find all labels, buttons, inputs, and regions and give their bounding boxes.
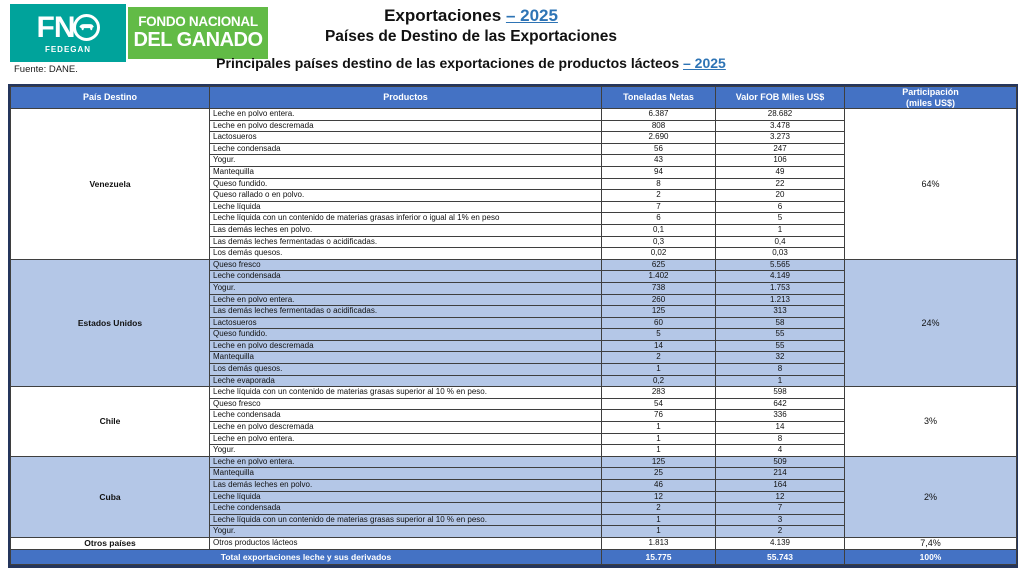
fob-cell: 106 <box>716 155 845 167</box>
header-pais-destino: País Destino <box>11 87 210 109</box>
product-cell: Lactosueros <box>210 317 602 329</box>
tons-cell: 7 <box>602 201 716 213</box>
product-cell: Leche en polvo descremada <box>210 422 602 434</box>
tons-cell: 125 <box>602 306 716 318</box>
fob-cell: 22 <box>716 178 845 190</box>
tons-cell: 1.813 <box>602 537 716 549</box>
fob-cell: 1.753 <box>716 282 845 294</box>
fob-cell: 3 <box>716 514 845 526</box>
product-cell: Otros productos lácteos <box>210 537 602 549</box>
tons-cell: 60 <box>602 317 716 329</box>
fob-cell: 5.565 <box>716 259 845 271</box>
tons-cell: 5 <box>602 329 716 341</box>
tons-cell: 1 <box>602 422 716 434</box>
tons-cell: 94 <box>602 166 716 178</box>
fng-letters: FN <box>36 10 75 44</box>
tons-cell: 283 <box>602 387 716 399</box>
header-row <box>11 87 1017 109</box>
tons-cell: 738 <box>602 282 716 294</box>
exports-table-body <box>11 109 1017 550</box>
fob-cell: 313 <box>716 306 845 318</box>
fedegan-label: FEDEGAN <box>44 44 92 54</box>
tons-cell: 1 <box>602 514 716 526</box>
table-row <box>11 109 1017 121</box>
product-cell: Leche líquida con un contenido de materias grasas superior al 10 % en peso. <box>210 514 602 526</box>
product-cell: Leche líquida <box>210 491 602 503</box>
fob-cell: 4.149 <box>716 271 845 283</box>
country-cell: Cuba <box>11 456 210 537</box>
fob-cell: 1 <box>716 375 845 387</box>
header-participacion-line2: (miles US$) <box>905 97 956 108</box>
product-cell: Queso fundido. <box>210 329 602 341</box>
header-valor-fob: Valor FOB Miles US$ <box>716 87 845 109</box>
tons-cell: 0,1 <box>602 224 716 236</box>
fob-cell: 4 <box>716 445 845 457</box>
tons-cell: 8 <box>602 178 716 190</box>
fob-cell: 7 <box>716 503 845 515</box>
fob-cell: 336 <box>716 410 845 422</box>
product-cell: Leche condensada <box>210 143 602 155</box>
fob-cell: 509 <box>716 456 845 468</box>
table-row <box>11 456 1017 468</box>
product-cell: Leche líquida con un contenido de materias grasas inferior o igual al 1% en peso <box>210 213 602 225</box>
tons-cell: 2 <box>602 190 716 202</box>
product-cell: Los demás quesos. <box>210 248 602 260</box>
table-row <box>11 387 1017 399</box>
fob-cell: 8 <box>716 433 845 445</box>
total-row <box>11 549 1017 564</box>
product-cell: Las demás leches en polvo. <box>210 480 602 492</box>
product-cell: Leche en polvo entera. <box>210 433 602 445</box>
tons-cell: 2.690 <box>602 132 716 144</box>
tons-cell: 625 <box>602 259 716 271</box>
participation-cell: 7,4% <box>845 537 1017 549</box>
tons-cell: 2 <box>602 352 716 364</box>
participation-cell: 3% <box>845 387 1017 457</box>
tons-cell: 6 <box>602 213 716 225</box>
exports-table <box>10 86 1017 565</box>
product-cell: Queso fresco <box>210 259 602 271</box>
product-cell: Leche evaporada <box>210 375 602 387</box>
fob-cell: 164 <box>716 480 845 492</box>
title-line3 <box>0 53 942 73</box>
tons-cell: 76 <box>602 410 716 422</box>
country-cell: Estados Unidos <box>11 259 210 387</box>
exports-table-wrap <box>8 84 1018 568</box>
product-cell: Mantequilla <box>210 166 602 178</box>
tons-cell: 54 <box>602 398 716 410</box>
country-cell: Chile <box>11 387 210 457</box>
fob-cell: 598 <box>716 387 845 399</box>
product-cell: Leche en polvo entera. <box>210 294 602 306</box>
tons-cell: 12 <box>602 491 716 503</box>
fob-cell: 49 <box>716 166 845 178</box>
fob-cell: 32 <box>716 352 845 364</box>
total-label: Total exportaciones leche y sus derivados <box>11 549 602 564</box>
product-cell: Leche en polvo descremada <box>210 340 602 352</box>
product-cell: Leche en polvo entera. <box>210 456 602 468</box>
fob-cell: 0,4 <box>716 236 845 248</box>
total-participation: 100% <box>845 549 1017 564</box>
tons-cell: 1 <box>602 364 716 376</box>
fob-cell: 28.682 <box>716 109 845 121</box>
participation-cell: 24% <box>845 259 1017 387</box>
fob-cell: 0,03 <box>716 248 845 260</box>
product-cell: Leche condensada <box>210 271 602 283</box>
tons-cell: 1 <box>602 445 716 457</box>
participation-cell: 2% <box>845 456 1017 537</box>
tons-cell: 6.387 <box>602 109 716 121</box>
tons-cell: 0,02 <box>602 248 716 260</box>
product-cell: Leche condensada <box>210 410 602 422</box>
country-cell: Venezuela <box>11 109 210 260</box>
fob-cell: 247 <box>716 143 845 155</box>
country-cell: Otros países <box>11 537 210 549</box>
tons-cell: 46 <box>602 480 716 492</box>
header-productos: Productos <box>210 87 602 109</box>
fob-cell: 8 <box>716 364 845 376</box>
tons-cell: 1.402 <box>602 271 716 283</box>
tons-cell: 56 <box>602 143 716 155</box>
product-cell: Queso rallado o en polvo. <box>210 190 602 202</box>
product-cell: Yogur. <box>210 282 602 294</box>
fob-cell: 2 <box>716 526 845 538</box>
title-line1-text: Exportaciones <box>384 6 506 25</box>
header-participacion-line1: Participación <box>902 87 959 98</box>
product-cell: Leche en polvo entera. <box>210 109 602 121</box>
tons-cell: 25 <box>602 468 716 480</box>
table-row <box>11 537 1017 549</box>
product-cell: Queso fundido. <box>210 178 602 190</box>
total-fob: 55.743 <box>716 549 845 564</box>
tons-cell: 1 <box>602 433 716 445</box>
product-cell: Leche condensada <box>210 503 602 515</box>
title-year-link-2[interactable]: – 2025 <box>683 55 726 71</box>
fob-cell: 6 <box>716 201 845 213</box>
product-cell: Queso fresco <box>210 398 602 410</box>
table-row <box>11 259 1017 271</box>
fondo-line2: DEL GANADO <box>133 28 263 51</box>
product-cell: Las demás leches fermentadas o acidificadas. <box>210 236 602 248</box>
product-cell: Mantequilla <box>210 468 602 480</box>
tons-cell: 260 <box>602 294 716 306</box>
tons-cell: 808 <box>602 120 716 132</box>
tons-cell: 14 <box>602 340 716 352</box>
product-cell: Yogur. <box>210 155 602 167</box>
tons-cell: 1 <box>602 526 716 538</box>
fob-cell: 214 <box>716 468 845 480</box>
product-cell: Las demás leches fermentadas o acidificadas. <box>210 306 602 318</box>
header-participacion <box>845 87 1017 109</box>
product-cell: Mantequilla <box>210 352 602 364</box>
source-note: Fuente: DANE. <box>14 64 78 75</box>
fob-cell: 14 <box>716 422 845 434</box>
tons-cell: 0,2 <box>602 375 716 387</box>
tons-cell: 0,3 <box>602 236 716 248</box>
product-cell: Lactosueros <box>210 132 602 144</box>
title-block <box>0 5 942 73</box>
fob-cell: 3.273 <box>716 132 845 144</box>
fob-cell: 55 <box>716 340 845 352</box>
fob-cell: 4.139 <box>716 537 845 549</box>
product-cell: Leche líquida <box>210 201 602 213</box>
product-cell: Yogur. <box>210 526 602 538</box>
product-cell: Yogur. <box>210 445 602 457</box>
fob-cell: 5 <box>716 213 845 225</box>
fob-cell: 1 <box>716 224 845 236</box>
participation-cell: 64% <box>845 109 1017 260</box>
fob-cell: 12 <box>716 491 845 503</box>
tons-cell: 2 <box>602 503 716 515</box>
title-line1 <box>0 5 942 26</box>
title-year-link-1[interactable]: – 2025 <box>505 6 558 25</box>
fob-cell: 642 <box>716 398 845 410</box>
header-toneladas: Toneladas Netas <box>602 87 716 109</box>
product-cell: Los demás quesos. <box>210 364 602 376</box>
product-cell: Leche en polvo descremada <box>210 120 602 132</box>
fob-cell: 55 <box>716 329 845 341</box>
fob-cell: 20 <box>716 190 845 202</box>
tons-cell: 125 <box>602 456 716 468</box>
fob-cell: 58 <box>716 317 845 329</box>
title-line2: Países de Destino de las Exportaciones <box>324 28 618 45</box>
tons-cell: 43 <box>602 155 716 167</box>
title-line3-text: Principales países destino de las exportaciones de productos lácteos <box>216 55 683 71</box>
product-cell: Las demás leches en polvo. <box>210 224 602 236</box>
total-tons: 15.775 <box>602 549 716 564</box>
fob-cell: 1.213 <box>716 294 845 306</box>
fondo-line1: FONDO NACIONAL <box>138 14 258 30</box>
product-cell: Leche líquida con un contenido de materias grasas superior al 10 % en peso. <box>210 387 602 399</box>
fob-cell: 3.478 <box>716 120 845 132</box>
